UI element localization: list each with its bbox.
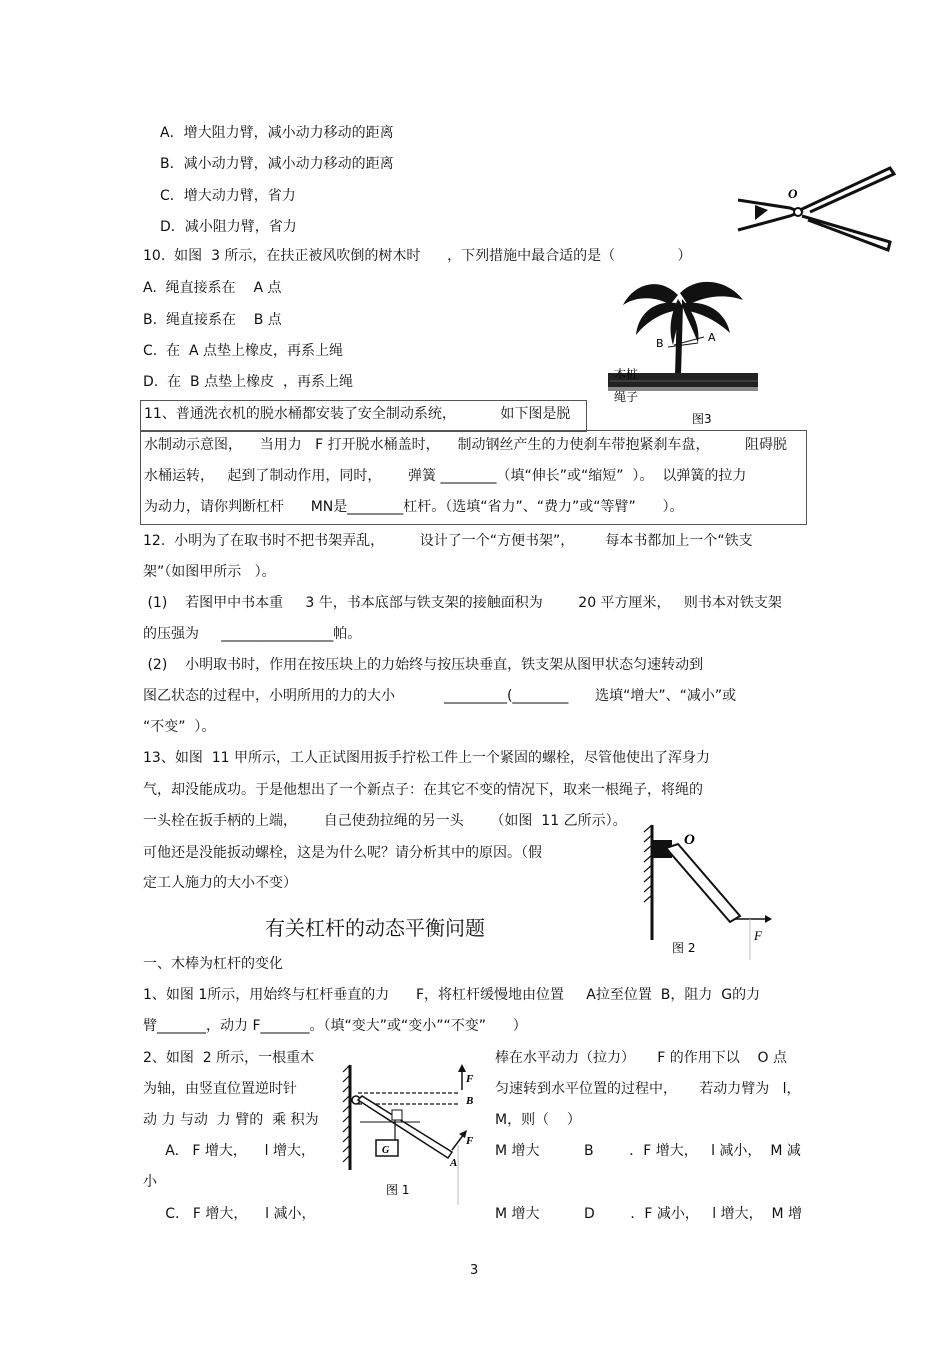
tree-label-a: A (708, 331, 716, 344)
lever-label-b: B (466, 1095, 474, 1107)
q12-sub2-line-3: “不变” ）。 (143, 719, 216, 735)
p2-left-line-2: 为轴，由竖直位置逆时针 (143, 1081, 297, 1097)
q10-stem: 10. 如图 3 所示，在扶正被风吹倒的树木时 ，下列措施中最合适的是（ ） (143, 248, 692, 264)
q10-option-c: C. 在 A 点垫上橡皮，再系上绳 (143, 343, 344, 359)
wall-rod-figure (640, 820, 780, 965)
q10-option-b: B. 绳直接系在 B 点 (143, 312, 282, 328)
p2-right-line-2: 匀速转到水平位置的过程中， 若动力臂为 l， (495, 1081, 801, 1097)
p2-option-c-d: M 增大 D ．F 减小， l 增大， M 增 (495, 1206, 803, 1222)
q9-option-b: B．减小动力臂，减小动力移动的距离 (160, 156, 394, 172)
p2-option-a-b: M 增大 B ．F 增大， l 减小， M 减 (495, 1143, 801, 1159)
section-title: 有关杠杆的动态平衡问题 (265, 916, 485, 940)
wall-rod-caption: 图 2 (672, 941, 696, 955)
page-number: 3 (470, 1263, 479, 1278)
lever-label-g: G (382, 1145, 390, 1156)
p2-left-line-3: 动 力 与动 力 臂的 乘 积为 (143, 1112, 319, 1128)
p2-option-a: A. F 增大， l 增大， (143, 1143, 316, 1159)
q13-line-2: 气，却没能成功。于是他想出了一个新点子：在其它不变的情况下，取来一根绳子，将绳的 (143, 782, 703, 798)
p2-left-line-1: 2、如图 2 所示，一根重木 (143, 1050, 315, 1066)
q11-line-2: 水制动示意图， 当用力 F 打开脱水桶盖时， 制动钢丝产生的力使刹车带抱紧刹车盘， 阻碍脱 (144, 437, 788, 453)
tree-label-b: B (656, 337, 664, 350)
q12-line-1: 12. 小明为了在取书时不把书架弄乱， 设计了一个“方便书架”， 每本书都加上一个“铁支 (143, 533, 753, 549)
q12-sub1-line-1: (1) 若图甲中书本重 3 牛，书本底部与铁支架的接触面积为 20 平方厘米， 则书本对铁支架 (143, 595, 782, 611)
lever-caption: 图 1 (386, 1183, 410, 1197)
tree-figure (608, 275, 768, 435)
q11-line-1: 11、普通洗衣机的脱水桶都安装了安全制动系统， 如下图是脱 (144, 406, 571, 422)
p2-right-line-1: 棒在水平动力（拉力） F 的作用下以 O 点 (495, 1050, 788, 1066)
q11-line-4: 为动力，请你判断杠杆 MN是________杠杆。（选填“省力”、“费力”或“等臂” ）。 (144, 499, 684, 515)
p2-option-wrap: 小 (143, 1174, 157, 1190)
tree-caption: 图3 (692, 412, 712, 426)
scissors-label-o: O (788, 186, 798, 201)
q12-sub2-line-2: 图乙状态的过程中，小明所用的力的大小 _________(________ 选填“增大”、“减小”或 (143, 688, 737, 704)
q10-option-a: A. 绳直接系在 A 点 (143, 280, 282, 296)
tree-label-rope: 绳子 (614, 390, 639, 404)
q12-sub1-line-2: 的压强为 ________________帕。 (143, 626, 362, 642)
q13-line-4: 可他还是没能扳动螺栓，这是为什么呢？请分析其中的原因。（假 (143, 845, 542, 861)
wall-rod-label-f: F (754, 928, 762, 943)
lever-figure (340, 1060, 474, 1205)
q13-line-5: 定工人施力的大小不变） (143, 875, 297, 891)
lever-label-f-bottom: F (466, 1135, 474, 1147)
section-subtitle: 一、木棒为杠杆的变化 (143, 956, 283, 972)
q9-option-c: C．增大动力臂，省力 (160, 188, 296, 204)
q13-line-1: 13、如图 11 甲所示，工人正试图用扳手拧松工件上一个紧固的螺栓，尽管他使出了浑身力 (143, 750, 710, 766)
q11-line-3: 水桶运转， 起到了制动作用，同时， 弹簧 ________（填“伸长”或“缩短” ）。 以弹簧的拉力 (144, 468, 747, 484)
p2-right-line-3: M，则（ ） (495, 1112, 581, 1128)
q13-line-3: 一头栓在扳手柄的上端， 自己使劲拉绳的另一头 （如图 11 乙所示）。 (143, 813, 627, 829)
scissors-figure (730, 160, 900, 255)
q10-option-d: D. 在 B 点垫上橡皮 ，再系上绳 (143, 374, 353, 390)
wall-rod-label-o: O (684, 832, 695, 848)
q12-line-2: 架”（如图甲所示 ）。 (143, 564, 276, 580)
p1-line-2: 臂_______，动力 F_______。（填“变大”或“变小”“不变” ） (143, 1018, 527, 1034)
p2-option-c: C. F 增大， l 减小， (143, 1206, 316, 1222)
q9-option-a: A．增大阻力臂，减小动力移动的距离 (160, 125, 394, 141)
p1-line-1: 1、如图 1所示，用始终与杠杆垂直的力 F，将杠杆缓慢地由位置 A拉至位置 B，阻力 G的力 (143, 987, 761, 1003)
tree-label-stake: 木桩 (614, 367, 639, 381)
q9-option-d: D．减小阻力臂，省力 (160, 219, 297, 235)
q12-sub2-line-1: (2) 小明取书时，作用在按压块上的力始终与按压块垂直，铁支架从图甲状态匀速转动到 (143, 657, 704, 673)
lever-label-a: A (450, 1157, 458, 1169)
lever-label-f-top: F (466, 1073, 474, 1085)
